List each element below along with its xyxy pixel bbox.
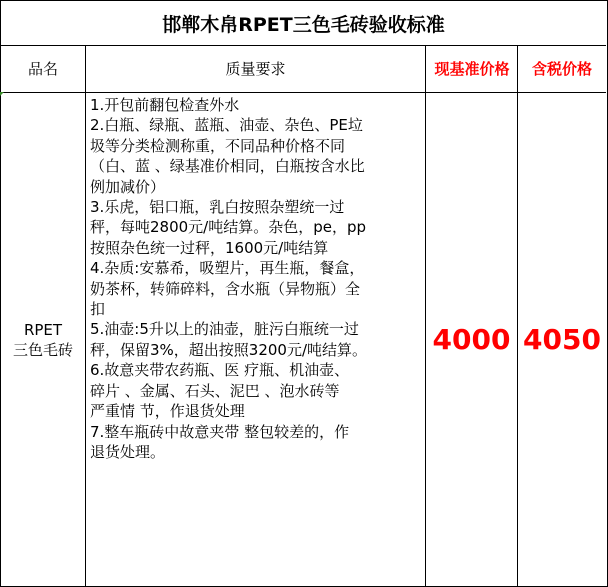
requirement-line: 秤，每吨2800元/吨结算。杂色，pe，pp [90, 218, 367, 237]
requirement-line: 2.白瓶、绿瓶、蓝瓶、油壶、杂色、PE垃 [90, 116, 363, 135]
header-tax-price: 含税价格 [531, 60, 592, 78]
requirement-line: 退货处理。 [90, 442, 166, 461]
requirement-line: 6.故意夹带农药瓶、医 疗瓶、机油壶、 [90, 361, 350, 380]
product-name-line2: 三色毛砖 [12, 340, 73, 359]
header-requirements: 质量要求 [225, 60, 286, 78]
requirements-cell [90, 95, 420, 462]
requirement-line: 扣 [90, 300, 106, 319]
requirement-line: 3.乐虎，铝口瓶，乳白按照杂塑统一过 [90, 198, 345, 217]
table-title: 邯郸木帛RPET三色毛砖验收标准 [1, 1, 606, 46]
requirement-line: 5.油壶:5升以上的油壶，脏污白瓶统一过 [90, 320, 359, 339]
requirement-line: 例加减价） [90, 177, 166, 196]
base-price-value: 4000 [432, 323, 511, 356]
requirement-line: 按照杂色统一过秤，1600元/吨结算 [90, 238, 329, 257]
requirement-line: （白、蓝 、绿基准价相同，白瓶按含水比 [90, 157, 365, 176]
requirement-line: 4.杂质:安慕希，吸塑片，再生瓶，餐盒， [90, 259, 365, 278]
requirement-line: 秤，保留3%，超出按照3200元/吨结算。 [90, 340, 368, 359]
product-name-line1: RPET [23, 320, 63, 339]
product-name-cell [1, 93, 85, 586]
tax-price-value: 4050 [523, 323, 601, 356]
col-divider-1 [85, 46, 86, 586]
header-base-price: 现基准价格 [434, 60, 510, 78]
requirement-line: 1.开包前翻包检查外水 [90, 96, 240, 114]
requirement-line: 7.整车瓶砖中故意夹带 整包较差的，作 [90, 422, 350, 441]
requirement-line: 圾等分类检测称重，不同品种价格不同 [90, 136, 346, 155]
requirement-line: 奶茶杯，转筛碎料，含水瓶（异物瓶）全 [90, 279, 361, 298]
requirement-line: 碎片 、金属、石头、泥巴 、泡水砖等 [90, 381, 340, 400]
header-product: 品名 [27, 60, 58, 78]
requirement-line: 严重情 节，作退货处理 [90, 402, 245, 421]
